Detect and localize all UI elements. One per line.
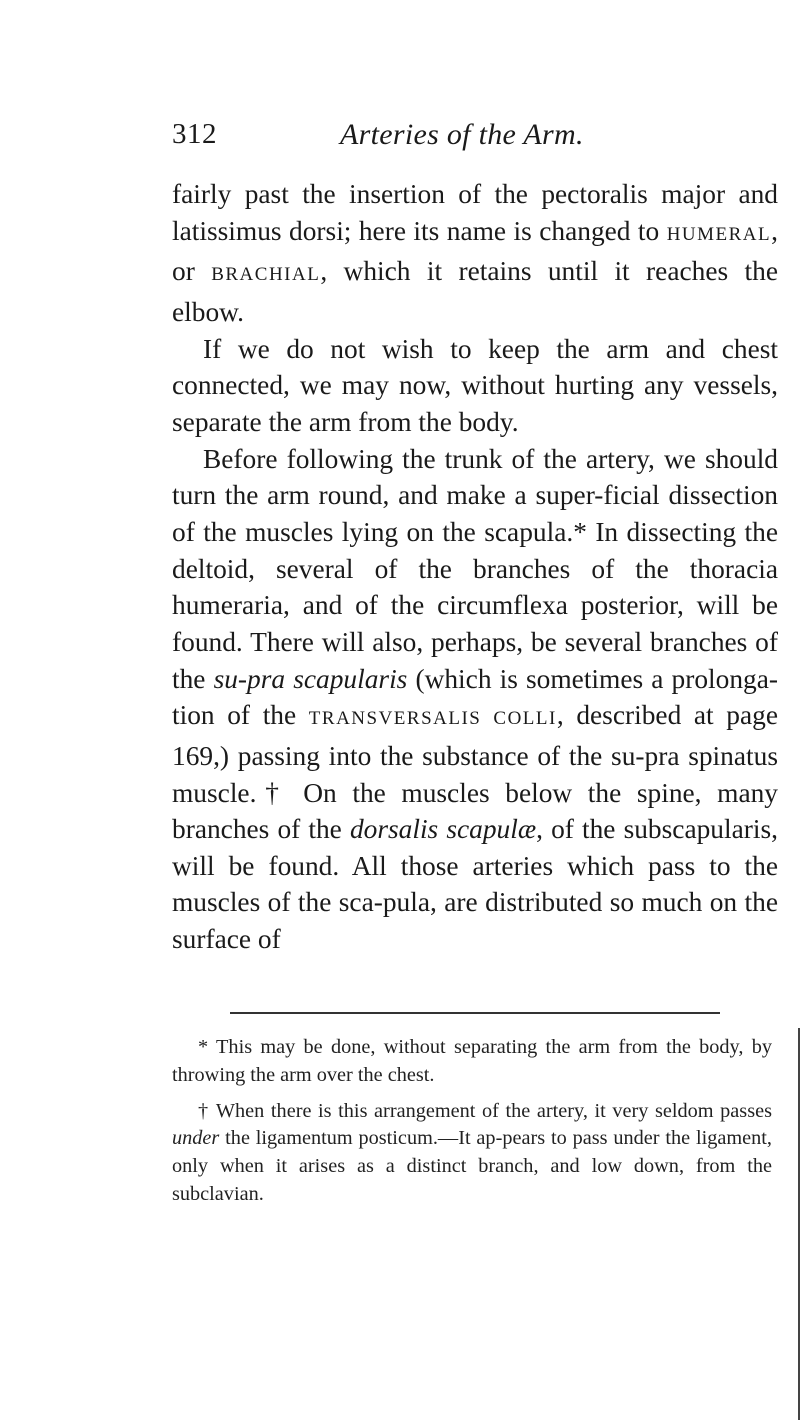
small-caps-transversalis-colli: TRANSVERSALIS COLLI bbox=[308, 708, 557, 730]
text-run: , of the subscapularis, will be found. All those arteries which pass to the muscles of the sca-pula, are distributed so much on the surface of bbox=[172, 814, 778, 955]
footnote-2 bbox=[172, 1098, 772, 1209]
text-run: Before following the trunk of the artery, we should turn the arm round, and make a super-ficial dissection of the muscles lying on the scapula.* In dissecting the deltoid, several of the branches of the thoracia humeraria, and of the circumflexa posterior, will be found. There will also, perhaps, be several branches of the bbox=[172, 443, 778, 694]
body-text bbox=[172, 176, 778, 958]
small-caps-brachial: BRACHIAL bbox=[211, 264, 321, 286]
footnotes bbox=[172, 1034, 772, 1209]
paragraph-2: If we do not wish to keep the arm and chest connected, we may now, without hurting any vessels, separate the arm from the body. bbox=[172, 333, 778, 437]
text-run: † When there is this arrangement of the artery, it very seldom passes bbox=[198, 1099, 772, 1122]
italic-term: dorsalis scapulæ bbox=[349, 814, 537, 845]
page-header bbox=[172, 118, 692, 168]
page-number: 312 bbox=[172, 118, 217, 150]
text-run: , or bbox=[172, 215, 778, 287]
paragraph-1 bbox=[172, 176, 778, 331]
italic-term: under bbox=[172, 1127, 220, 1150]
text-run: (which is sometimes a prolonga-tion of the bbox=[172, 663, 779, 731]
text-run: fairly past the insertion of the pectoralis major and latissimus dorsi; here its name is changed to bbox=[172, 179, 778, 246]
small-caps-humeral: HUMERAL bbox=[666, 223, 772, 245]
running-head: Arteries of the Arm. bbox=[340, 118, 584, 151]
text-run: , described at page 169,) passing into the substance of the su-pra spinatus muscle.† On the muscles below the spine, many branches of the bbox=[172, 700, 779, 845]
paragraph-3 bbox=[172, 441, 778, 958]
footnote-1: * This may be done, without separating the arm from the body, by throwing the arm over the chest. bbox=[172, 1036, 772, 1086]
text-run: , which it retains until it reaches the elbow. bbox=[172, 256, 778, 327]
text-run: the ligamentum posticum.—It ap-pears to pass under the ligament, only when it arises as a distinct branch, and low down, from the subclavian. bbox=[172, 1127, 772, 1205]
footnote-rule bbox=[230, 1012, 720, 1014]
italic-term: su-pra scapularis bbox=[213, 663, 408, 694]
